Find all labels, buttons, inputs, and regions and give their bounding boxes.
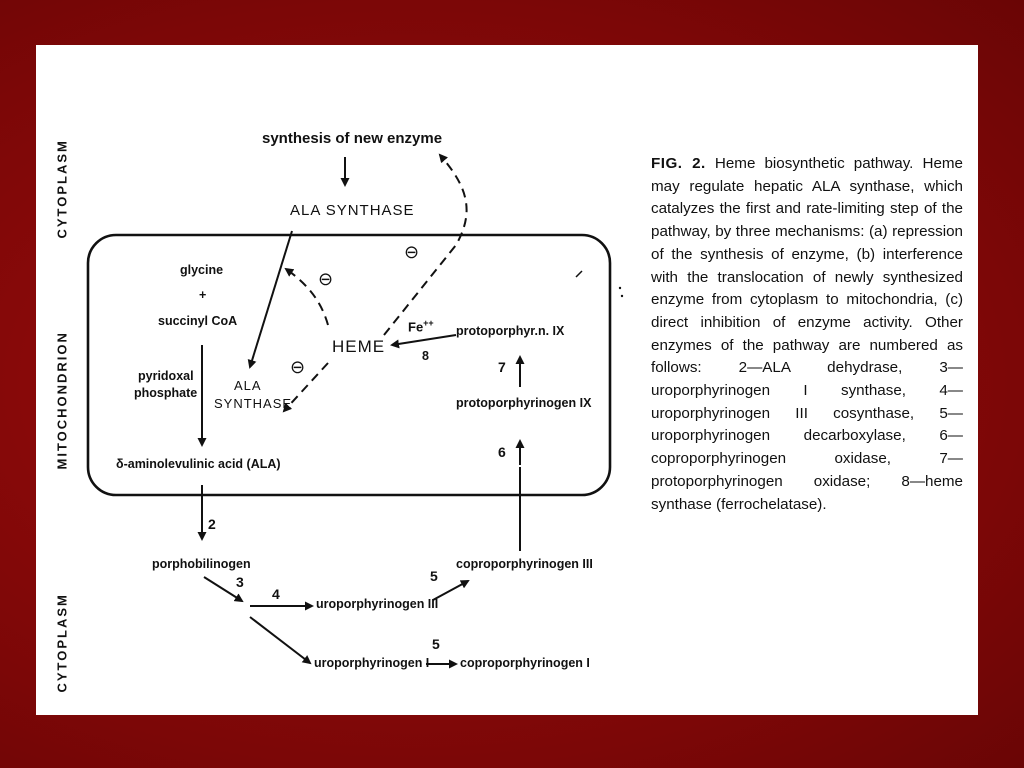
label-plus: + <box>199 288 207 302</box>
arrow-to-uro-i <box>250 617 310 663</box>
label-ala-synthase-cytoplasm: ALA SYNTHASE <box>290 202 415 219</box>
fe-charge: ++ <box>423 318 434 328</box>
caption-fig-label: FIG. 2. <box>651 155 706 172</box>
label-phosphate: phosphate <box>134 386 198 400</box>
label-ala-synthase-mito-line2: SYNTHASE <box>214 396 293 411</box>
label-glycine: glycine <box>180 263 224 277</box>
inhibit-symbol-direct: ⊖ <box>290 357 306 377</box>
label-protoporphyrinogen-ix: protoporphyrinogen IX <box>456 396 592 410</box>
inhibit-symbol-translocation: ⊖ <box>318 269 334 289</box>
label-step5a: 5 <box>430 568 438 584</box>
label-ala-synthase-mito-line1: ALA <box>234 378 262 393</box>
label-step2: 2 <box>208 516 216 532</box>
label-step8: 8 <box>422 349 429 363</box>
inhibit-symbol-repression: ⊖ <box>404 242 420 262</box>
label-succinyl-coa: succinyl CoA <box>158 314 238 328</box>
figure-caption <box>651 153 963 516</box>
side-label-mitochondrion: MITOCHONDRION <box>54 331 70 470</box>
label-pyridoxal: pyridoxal <box>138 369 194 383</box>
arrow-translocation <box>250 231 292 367</box>
side-label-cytoplasm-bottom: CYTOPLASM <box>54 593 70 693</box>
label-step4: 4 <box>272 586 280 602</box>
side-label-cytoplasm-top: CYTOPLASM <box>54 139 70 239</box>
arrow-step5a <box>433 581 468 600</box>
label-uroporphyrinogen-iii: uroporphyrinogen III <box>316 597 439 611</box>
label-synthesis-new-enzyme: synthesis of new enzyme <box>262 130 443 147</box>
label-ala-full: δ-aminolevulinic acid (ALA) <box>116 457 281 471</box>
mitochondrion-outline <box>88 235 610 495</box>
label-porphobilinogen: porphobilinogen <box>152 557 251 571</box>
label-step5b: 5 <box>432 636 440 652</box>
arrow-step8 <box>392 335 456 345</box>
label-fe <box>408 319 434 335</box>
label-step7: 7 <box>498 359 506 375</box>
label-coproporphyrinogen-i: coproporphyrinogen I <box>460 656 590 670</box>
label-coproporphyrinogen-iii: coproporphyrinogen III <box>456 557 593 571</box>
caption-text: Heme biosynthetic pathway. Heme may regulate hepatic ALA synthase, which catalyzes the first and rate-limiting step of the pathway, by three mechanisms: (a) repression of the synthesis of enzyme, (b) interference with the translocation of newly synthesized enzyme from cytoplasm to mitochondria, (c) direct inhibition of enzyme activity. Other enzymes of the pathway are numbered as follows: 2—ALA dehydrase, 3—uroporphyrinogen I synthase, 4—uroporphyrinogen III cosynthase, 5—uroporphyrinogen decarboxylase, 6—coproporphyrinogen oxidase, 7—protoporphyrinogen oxidase; 8—heme synthase (ferrochelatase). <box>651 155 963 513</box>
dashed-arrow-repression <box>384 155 467 335</box>
label-heme: HEME <box>332 337 386 356</box>
fe-symbol: Fe <box>408 319 424 335</box>
label-uroporphyrinogen-i: uroporphyrinogen I <box>314 656 430 670</box>
label-step6: 6 <box>498 444 506 460</box>
label-step3: 3 <box>236 574 244 590</box>
label-protoporphyrin-ix: protoporphyr.n. IX <box>456 324 565 338</box>
figure-page <box>36 45 978 715</box>
